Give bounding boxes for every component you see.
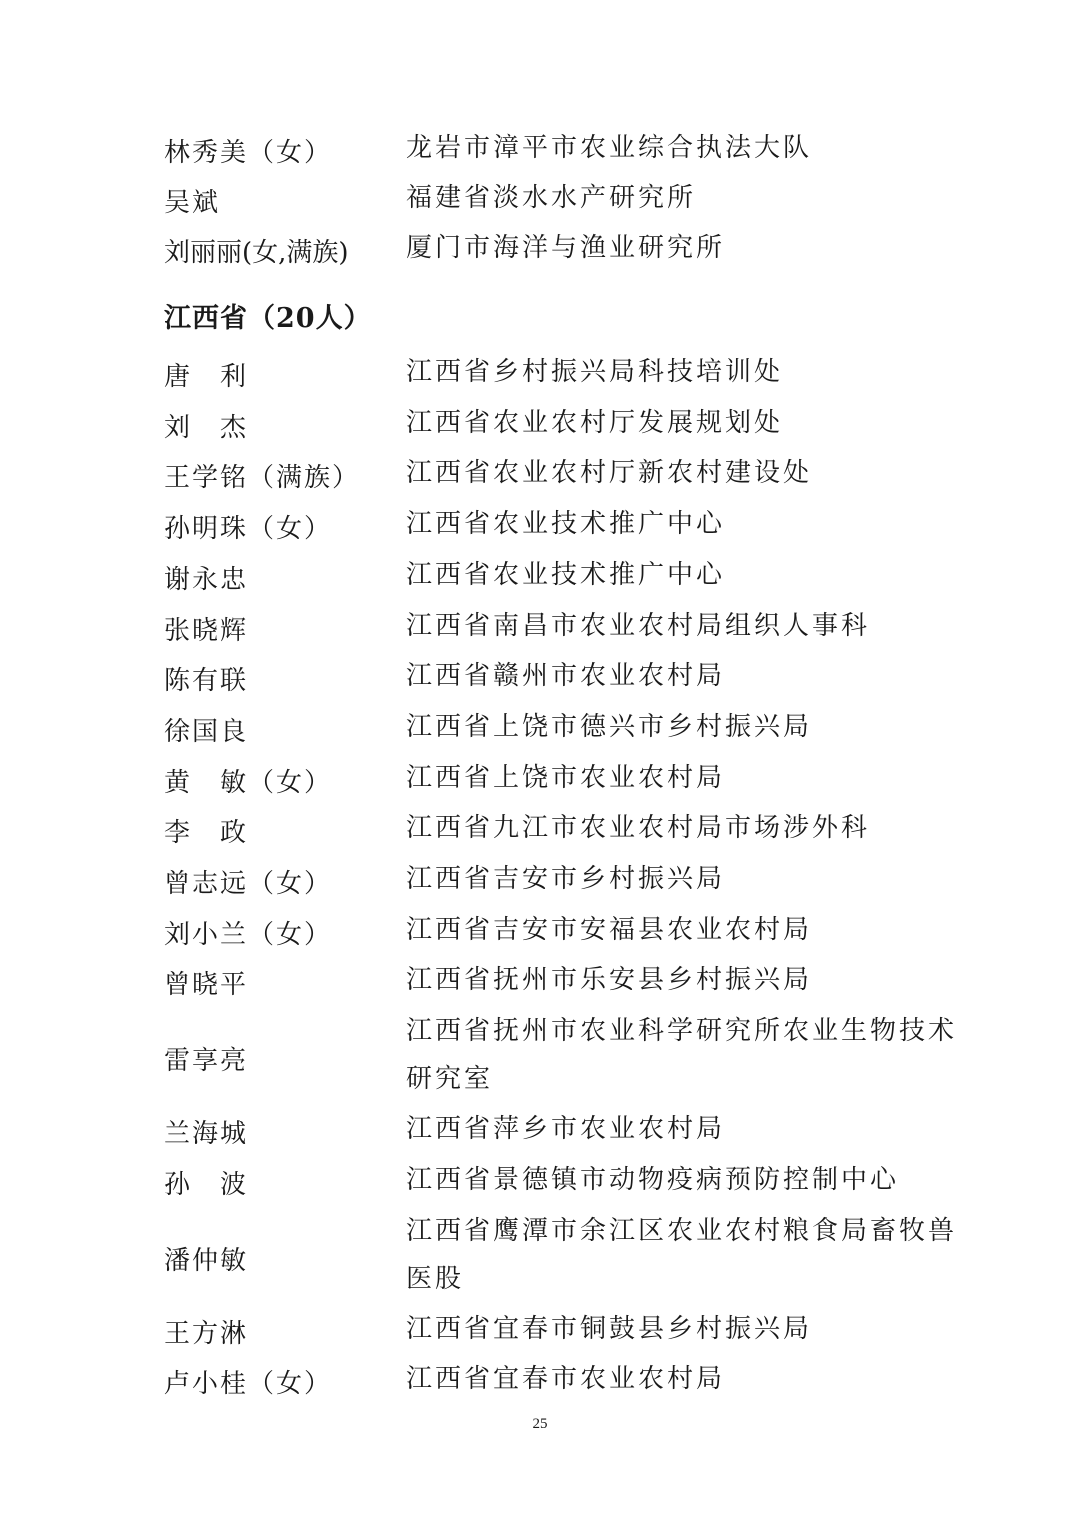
person-name: 刘丽丽(女,满族) (164, 238, 349, 268)
person-name: 黄 敏（女） (164, 767, 333, 798)
work-unit: 江西省萍乡市农业农村局 (406, 1114, 726, 1145)
person-name: 曾志远（女） (164, 869, 333, 899)
page-number: 25 (532, 1416, 548, 1432)
list-item (0, 449, 1080, 500)
list-item (0, 224, 1080, 272)
work-unit: 江西省农业技术推广中心 (406, 559, 726, 590)
person-name: 陈有联 (164, 666, 249, 697)
work-unit: 江西省赣州市农业农村局 (406, 661, 726, 692)
list-item (0, 703, 1080, 754)
work-unit: 江西省吉安市乡村振兴局 (406, 864, 726, 894)
work-unit: 江西省抚州市农业科学研究所农业生物技术研究室 (406, 1016, 958, 1095)
list-item (0, 1105, 1080, 1156)
person-name: 谢永忠 (164, 564, 249, 595)
person-name: 卢小桂（女） (164, 1369, 333, 1400)
work-unit: 江西省吉安市安福县农业农村局 (406, 914, 813, 945)
list-item (0, 1305, 1080, 1356)
work-unit: 江西省上饶市德兴市乡村振兴局 (406, 711, 813, 742)
list-item (0, 1007, 1080, 1105)
work-unit: 江西省鹰潭市余江区农业农村粮食局畜牧兽医股 (406, 1215, 958, 1294)
list-item (0, 399, 1080, 450)
work-unit: 江西省乡村振兴局科技培训处 (406, 357, 784, 387)
work-unit: 江西省宜春市农业农村局 (406, 1364, 726, 1395)
list-item (0, 174, 1080, 222)
work-unit: 龙岩市漳平市农业综合执法大队 (406, 133, 813, 163)
list-item (0, 804, 1080, 855)
person-name: 孙 波 (164, 1169, 249, 1200)
work-unit: 江西省宜春市铜鼓县乡村振兴局 (406, 1313, 813, 1344)
list-item (0, 956, 1080, 1007)
person-name: 曾晓平 (164, 970, 249, 1001)
work-unit: 江西省景德镇市动物疫病预防控制中心 (406, 1164, 900, 1195)
person-name: 孙明珠（女） (164, 514, 333, 545)
work-unit: 江西省农业农村厅新农村建设处 (406, 458, 813, 489)
list-item (0, 348, 1080, 399)
list-item (0, 754, 1080, 805)
person-name: 唐 利 (164, 362, 249, 392)
list-item (0, 602, 1080, 653)
work-unit: 江西省农业技术推广中心 (406, 509, 726, 540)
person-name: 吴斌 (164, 188, 221, 218)
person-name: 刘小兰（女） (164, 919, 333, 950)
person-name: 林秀美（女） (164, 138, 333, 168)
person-name: 李 政 (164, 818, 249, 849)
list-item (0, 1156, 1080, 1207)
list-item (0, 1207, 1080, 1305)
list-item (0, 906, 1080, 957)
section-title: 江西省（20人） (164, 303, 372, 334)
work-unit: 江西省抚州市乐安县乡村振兴局 (406, 965, 813, 996)
list-item (0, 855, 1080, 906)
list-item (0, 551, 1080, 602)
list-item (0, 500, 1080, 551)
person-name: 刘 杰 (164, 412, 249, 443)
work-unit: 江西省农业农村厅发展规划处 (406, 407, 784, 438)
list-item (0, 124, 1080, 172)
work-unit: 厦门市海洋与渔业研究所 (406, 233, 726, 263)
list-item (0, 652, 1080, 703)
person-name: 徐国良 (164, 716, 249, 747)
person-name: 雷享亮 (164, 1046, 249, 1077)
work-unit: 江西省九江市农业农村局市场涉外科 (406, 813, 871, 844)
work-unit: 江西省南昌市农业农村局组织人事科 (406, 610, 871, 641)
person-name: 兰海城 (164, 1119, 249, 1150)
person-name: 王学铭（满族） (164, 463, 361, 494)
person-name: 王方淋 (164, 1318, 249, 1349)
work-unit: 江西省上饶市农业农村局 (406, 762, 726, 793)
list-item (0, 1355, 1080, 1406)
person-name: 潘仲敏 (164, 1245, 249, 1276)
work-unit: 福建省淡水水产研究所 (406, 183, 697, 213)
person-name: 张晓辉 (164, 615, 249, 646)
